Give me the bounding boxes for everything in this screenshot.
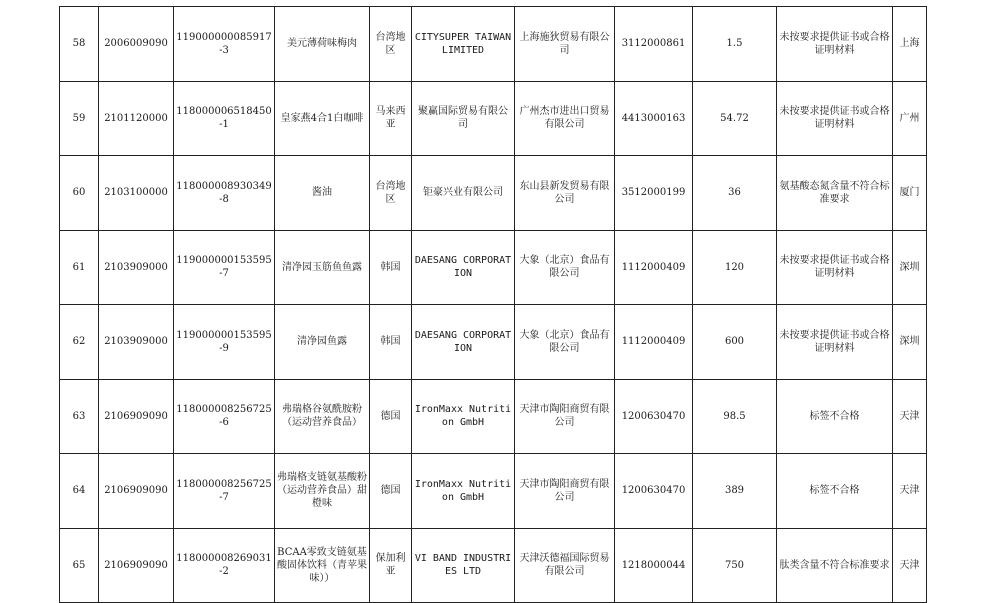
cell-exporter: DAESANG CORPORATION bbox=[412, 230, 515, 305]
cell-importer-code: 1218000044 bbox=[615, 528, 693, 603]
cell-reason: 标签不合格 bbox=[777, 454, 893, 529]
cell-no: 63 bbox=[60, 379, 99, 454]
import-rejection-table bbox=[59, 6, 927, 603]
cell-port: 广州 bbox=[893, 81, 927, 156]
cell-hs-code: 2106909090 bbox=[99, 454, 174, 529]
cell-reason: 未按要求提供证书或合格证明材料 bbox=[777, 305, 893, 380]
cell-port: 厦门 bbox=[893, 156, 927, 231]
cell-exporter: IronMaxx Nutrition GmbH bbox=[412, 454, 515, 529]
cell-importer-code: 1200630470 bbox=[615, 454, 693, 529]
cell-reason: 未按要求提供证书或合格证明材料 bbox=[777, 7, 893, 82]
cell-no: 61 bbox=[60, 230, 99, 305]
cell-product-name: 弗瑞格谷氨酰胺粉（运动营养食品） bbox=[275, 379, 370, 454]
cell-hs-code: 2103909000 bbox=[99, 305, 174, 380]
cell-weight: 98.5 bbox=[693, 379, 777, 454]
cell-importer: 大象（北京）食品有限公司 bbox=[515, 230, 615, 305]
cell-reason: 标签不合格 bbox=[777, 379, 893, 454]
cell-importer-code: 3112000861 bbox=[615, 7, 693, 82]
cell-hs-code: 2106909090 bbox=[99, 528, 174, 603]
table-row bbox=[60, 156, 927, 231]
cell-product-code: 119000000153595-9 bbox=[174, 305, 275, 380]
table-row bbox=[60, 454, 927, 529]
cell-product-code: 118000006518450-1 bbox=[174, 81, 275, 156]
cell-no: 64 bbox=[60, 454, 99, 529]
cell-reason: 未按要求提供证书或合格证明材料 bbox=[777, 81, 893, 156]
cell-importer-code: 1200630470 bbox=[615, 379, 693, 454]
cell-product-name: BCAA零致支链氨基酸固体饮料（青苹果味）） bbox=[275, 528, 370, 603]
cell-origin: 韩国 bbox=[370, 230, 412, 305]
cell-port: 深圳 bbox=[893, 230, 927, 305]
cell-no: 62 bbox=[60, 305, 99, 380]
cell-origin: 台湾地区 bbox=[370, 156, 412, 231]
cell-importer: 大象（北京）食品有限公司 bbox=[515, 305, 615, 380]
cell-exporter: VI BAND INDUSTRIES LTD bbox=[412, 528, 515, 603]
cell-hs-code: 2103909000 bbox=[99, 230, 174, 305]
cell-importer-code: 1112000409 bbox=[615, 230, 693, 305]
cell-reason: 氨基酸态氮含量不符合标准要求 bbox=[777, 156, 893, 231]
cell-product-code: 118000008269031-2 bbox=[174, 528, 275, 603]
cell-importer: 天津市陶阳商贸有限公司 bbox=[515, 379, 615, 454]
cell-exporter: 钜豪兴业有限公司 bbox=[412, 156, 515, 231]
cell-importer-code: 1112000409 bbox=[615, 305, 693, 380]
cell-importer: 广州杰市进出口贸易有限公司 bbox=[515, 81, 615, 156]
cell-port: 天津 bbox=[893, 454, 927, 529]
cell-no: 58 bbox=[60, 7, 99, 82]
cell-weight: 600 bbox=[693, 305, 777, 380]
cell-product-code: 119000000153595-7 bbox=[174, 230, 275, 305]
cell-importer: 天津沃德福国际贸易有限公司 bbox=[515, 528, 615, 603]
table-row bbox=[60, 528, 927, 603]
cell-no: 60 bbox=[60, 156, 99, 231]
cell-weight: 120 bbox=[693, 230, 777, 305]
cell-reason: 肽类含量不符合标准要求 bbox=[777, 528, 893, 603]
cell-port: 上海 bbox=[893, 7, 927, 82]
cell-weight: 36 bbox=[693, 156, 777, 231]
cell-product-name: 弗瑞格支链氨基酸粉（运动营养食品）甜橙味 bbox=[275, 454, 370, 529]
table-row bbox=[60, 81, 927, 156]
cell-reason: 未按要求提供证书或合格证明材料 bbox=[777, 230, 893, 305]
cell-port: 天津 bbox=[893, 528, 927, 603]
cell-origin: 德国 bbox=[370, 379, 412, 454]
cell-importer: 上海施狄贸易有限公司 bbox=[515, 7, 615, 82]
cell-exporter: DAESANG CORPORATION bbox=[412, 305, 515, 380]
cell-weight: 750 bbox=[693, 528, 777, 603]
cell-product-name: 酱油 bbox=[275, 156, 370, 231]
cell-origin: 台湾地区 bbox=[370, 7, 412, 82]
cell-product-code: 119000000085917-3 bbox=[174, 7, 275, 82]
cell-product-code: 118000008256725-6 bbox=[174, 379, 275, 454]
cell-importer-code: 3512000199 bbox=[615, 156, 693, 231]
cell-hs-code: 2101120000 bbox=[99, 81, 174, 156]
cell-product-name: 皇家燕4合1白咖啡 bbox=[275, 81, 370, 156]
cell-importer: 东山县新发贸易有限公司 bbox=[515, 156, 615, 231]
cell-importer-code: 4413000163 bbox=[615, 81, 693, 156]
cell-no: 65 bbox=[60, 528, 99, 603]
cell-no: 59 bbox=[60, 81, 99, 156]
cell-hs-code: 2103100000 bbox=[99, 156, 174, 231]
cell-origin: 德国 bbox=[370, 454, 412, 529]
cell-origin: 马来西亚 bbox=[370, 81, 412, 156]
cell-weight: 54.72 bbox=[693, 81, 777, 156]
cell-port: 天津 bbox=[893, 379, 927, 454]
table-row bbox=[60, 305, 927, 380]
cell-exporter: 聚赢国际贸易有限公司 bbox=[412, 81, 515, 156]
cell-product-name: 美元薄荷味梅肉 bbox=[275, 7, 370, 82]
cell-exporter: IronMaxx Nutrition GmbH bbox=[412, 379, 515, 454]
cell-port: 深圳 bbox=[893, 305, 927, 380]
cell-product-code: 118000008256725-7 bbox=[174, 454, 275, 529]
cell-hs-code: 2106909090 bbox=[99, 379, 174, 454]
cell-product-name: 清净园鱼露 bbox=[275, 305, 370, 380]
cell-product-code: 118000008930349-8 bbox=[174, 156, 275, 231]
cell-weight: 389 bbox=[693, 454, 777, 529]
table-row bbox=[60, 7, 927, 82]
cell-importer: 天津市陶阳商贸有限公司 bbox=[515, 454, 615, 529]
cell-exporter: CITYSUPER TAIWAN LIMITED bbox=[412, 7, 515, 82]
cell-origin: 保加利亚 bbox=[370, 528, 412, 603]
cell-weight: 1.5 bbox=[693, 7, 777, 82]
cell-product-name: 清净园玉筋鱼鱼露 bbox=[275, 230, 370, 305]
table-row bbox=[60, 230, 927, 305]
cell-hs-code: 2006009090 bbox=[99, 7, 174, 82]
cell-origin: 韩国 bbox=[370, 305, 412, 380]
table-row bbox=[60, 379, 927, 454]
